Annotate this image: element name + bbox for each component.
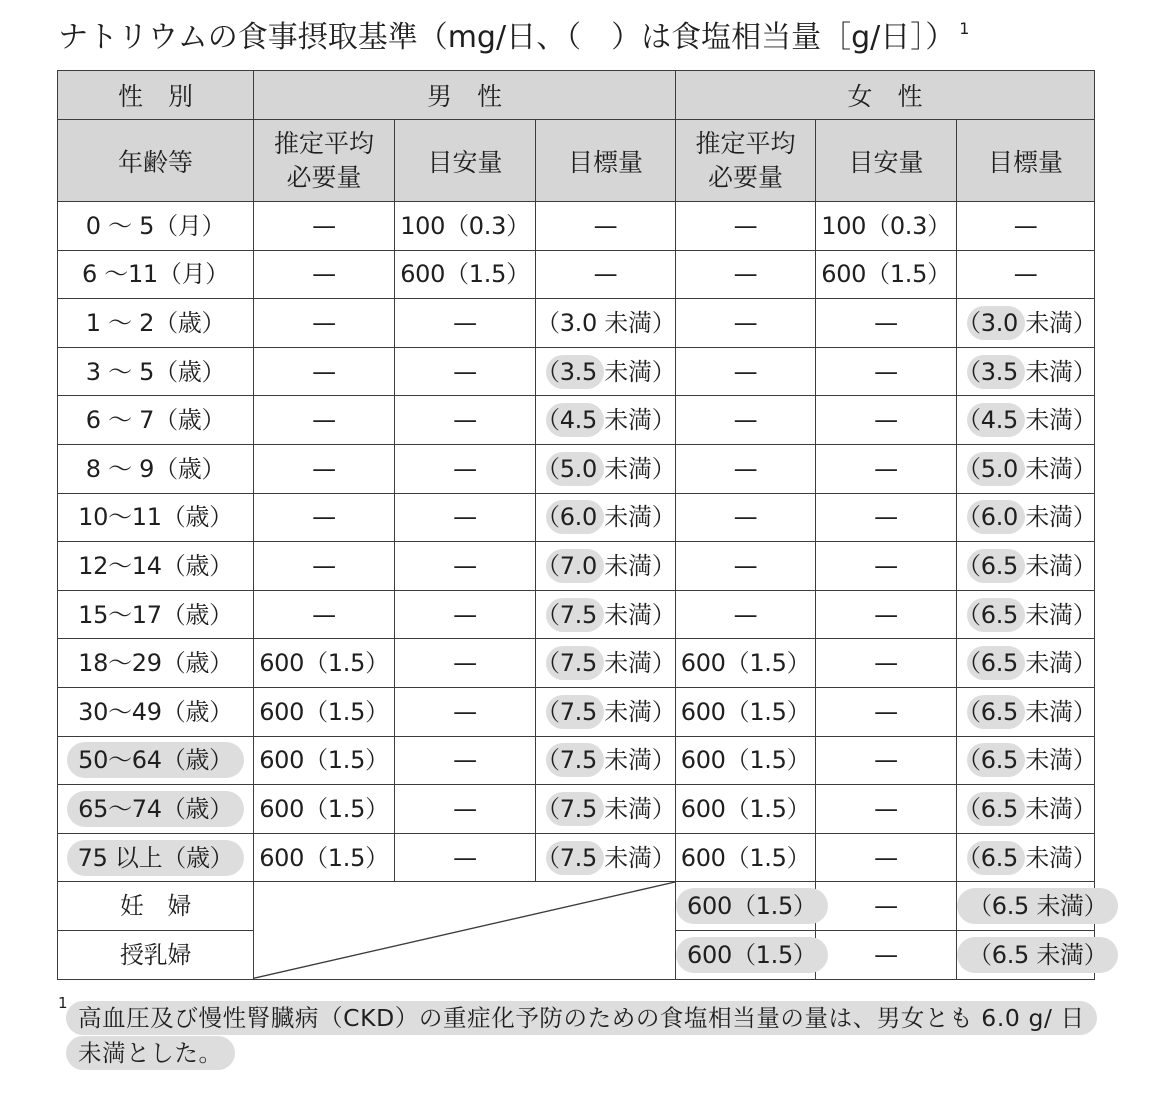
- table-row: [58, 299, 1095, 348]
- male-adequate-intake-value: —: [453, 649, 477, 678]
- group-cell: [58, 930, 254, 979]
- female-tentative-dietary-goal-cell: [957, 639, 1095, 688]
- female-estimated-average-requirement-value: —: [733, 211, 758, 240]
- maternal-row: [58, 882, 1095, 931]
- female-adequate-intake-value: —: [874, 649, 898, 678]
- male-adequate-intake-cell: [395, 833, 536, 882]
- age-group-cell: [58, 542, 254, 591]
- male-adequate-intake-value: —: [453, 746, 477, 775]
- male-adequate-intake-cell: [395, 590, 536, 639]
- male-estimated-average-requirement-label: 推定平均必要量: [273, 128, 374, 192]
- diagonal-strike: [254, 882, 675, 978]
- female-estimated-average-requirement-cell: [676, 444, 816, 493]
- female-estimated-average-requirement-value: —: [733, 308, 758, 337]
- male-adequate-intake-header: [395, 120, 536, 202]
- female-estimated-average-requirement-cell: [676, 785, 816, 834]
- female-tentative-dietary-goal-label: 目標量: [988, 147, 1064, 177]
- female-tentative-dietary-goal-value: （3.5 未満）: [957, 355, 1096, 389]
- female-estimated-average-requirement-cell: [676, 639, 816, 688]
- male-tentative-dietary-goal-value: （3.0 未満）: [536, 308, 676, 337]
- male-estimated-average-requirement-cell: [254, 785, 395, 834]
- male-adequate-intake-value: 100（0.3）: [400, 211, 530, 240]
- female-adequate-intake-value: —: [874, 843, 898, 872]
- female-adequate-intake-header: [816, 120, 957, 202]
- female-estimated-average-requirement-label: 推定平均必要量: [695, 128, 796, 192]
- female-adequate-intake-value: —: [874, 794, 898, 823]
- male-header-label: 男 性: [427, 82, 503, 111]
- female-tentative-dietary-goal-cell: [957, 930, 1108, 979]
- female-adequate-intake-cell: [816, 542, 957, 591]
- table-row: [58, 590, 1095, 639]
- female-estimated-average-requirement-cell: [676, 687, 816, 736]
- age-group-value: 0 ～ 5（月）: [85, 211, 226, 240]
- male-tentative-dietary-goal-label: 目標量: [568, 147, 644, 177]
- male-estimated-average-requirement-cell: [254, 542, 395, 591]
- male-estimated-average-requirement-value: —: [312, 211, 336, 240]
- female-estimated-average-requirement-value: —: [733, 600, 758, 629]
- female-tentative-dietary-goal-value: （6.5 未満）: [957, 841, 1096, 875]
- male-estimated-average-requirement-cell: [254, 250, 395, 299]
- female-adequate-intake-value: —: [874, 892, 898, 921]
- female-estimated-average-requirement-value: —: [733, 357, 758, 386]
- female-tentative-dietary-goal-value: （6.5 未満）: [957, 743, 1096, 777]
- female-estimated-average-requirement-cell: [676, 493, 816, 542]
- male-adequate-intake-cell: [395, 444, 536, 493]
- age-header-label: 年齢等: [117, 147, 193, 177]
- female-adequate-intake-value: —: [874, 940, 898, 969]
- male-estimated-average-requirement-cell: [254, 299, 395, 348]
- female-tentative-dietary-goal-value: （6.5 未満）: [957, 695, 1096, 729]
- male-estimated-average-requirement-cell: [254, 833, 395, 882]
- male-adequate-intake-value: 600（1.5）: [400, 260, 530, 289]
- female-adequate-intake-label: 目安量: [848, 147, 924, 177]
- male-tentative-dietary-goal-cell: [536, 299, 676, 348]
- female-adequate-intake-cell: [816, 299, 957, 348]
- male-adequate-intake-value: —: [453, 551, 477, 580]
- male-estimated-average-requirement-cell: [254, 202, 395, 251]
- female-estimated-average-requirement-cell: [676, 590, 816, 639]
- male-estimated-average-requirement-value: 600（1.5）: [259, 794, 389, 823]
- female-adequate-intake-value: —: [874, 406, 898, 435]
- female-adequate-intake-cell: [816, 493, 957, 542]
- age-group-cell: [58, 639, 254, 688]
- male-adequate-intake-cell: [395, 542, 536, 591]
- female-estimated-average-requirement-value: 600（1.5）: [680, 697, 811, 726]
- male-tentative-dietary-goal-cell: [536, 444, 676, 493]
- age-group-cell: [58, 347, 254, 396]
- female-tentative-dietary-goal-value: （6.5 未満）: [957, 792, 1096, 826]
- male-adequate-intake-value: —: [453, 357, 477, 386]
- table-row: [58, 542, 1095, 591]
- female-tentative-dietary-goal-value: （6.5 未満）: [957, 888, 1118, 924]
- female-estimated-average-requirement-cell: [676, 882, 816, 931]
- age-group-value: 75 以上（歳）: [67, 840, 245, 876]
- male-tentative-dietary-goal-cell: [536, 736, 676, 785]
- table-row: [58, 639, 1095, 688]
- age-header-cell: [58, 120, 254, 202]
- age-group-value: 10～11（歳）: [78, 503, 233, 532]
- male-tentative-dietary-goal-cell: [536, 202, 676, 251]
- female-tentative-dietary-goal-value: （6.0 未満）: [957, 500, 1096, 534]
- female-estimated-average-requirement-cell: [676, 250, 816, 299]
- header-row-sex: [58, 71, 1095, 120]
- age-group-cell: [58, 493, 254, 542]
- age-group-cell: [58, 444, 254, 493]
- male-estimated-average-requirement-value: —: [312, 454, 336, 483]
- footnote-text-line-2: 未満とした。: [66, 1036, 235, 1070]
- male-adequate-intake-value: —: [453, 503, 477, 532]
- female-tentative-dietary-goal-value: （6.5 未満）: [957, 937, 1118, 973]
- male-adequate-intake-cell: [395, 639, 536, 688]
- female-estimated-average-requirement-cell: [676, 833, 816, 882]
- male-tentative-dietary-goal-value: （7.5 未満）: [536, 792, 675, 826]
- maternal-rows: [58, 882, 1108, 979]
- not-applicable-diagonal-cell: [254, 882, 676, 979]
- female-tentative-dietary-goal-cell: [957, 347, 1095, 396]
- male-estimated-average-requirement-value: —: [312, 406, 336, 435]
- age-group-value: 65～74（歳）: [67, 791, 244, 827]
- female-estimated-average-requirement-cell: [676, 930, 816, 979]
- male-adequate-intake-value: —: [453, 454, 477, 483]
- age-group-value: 1 ～ 2（歳）: [85, 308, 226, 337]
- female-estimated-average-requirement-cell: [676, 299, 816, 348]
- female-adequate-intake-cell: [816, 396, 957, 445]
- female-estimated-average-requirement-value: —: [733, 454, 758, 483]
- age-group-cell: [58, 687, 254, 736]
- age-group-value: 30～49（歳）: [78, 697, 233, 726]
- age-group-cell: [58, 785, 254, 834]
- female-tentative-dietary-goal-value: （5.0 未満）: [957, 452, 1096, 486]
- male-tentative-dietary-goal-cell: [536, 396, 676, 445]
- male-tentative-dietary-goal-cell: [536, 833, 676, 882]
- male-tentative-dietary-goal-value: （7.5 未満）: [536, 598, 675, 632]
- female-tentative-dietary-goal-cell: [957, 250, 1095, 299]
- table-row: [58, 687, 1095, 736]
- table-row: [58, 202, 1095, 251]
- table-row: [58, 785, 1095, 834]
- male-estimated-average-requirement-cell: [254, 347, 395, 396]
- female-estimated-average-requirement-value: 600（1.5）: [680, 746, 811, 775]
- male-estimated-average-requirement-cell: [254, 639, 395, 688]
- age-group-cell: [58, 250, 254, 299]
- female-adequate-intake-cell: [816, 736, 957, 785]
- female-tentative-dietary-goal-value: （3.0 未満）: [957, 306, 1096, 340]
- male-estimated-average-requirement-value: 600（1.5）: [259, 649, 389, 678]
- male-adequate-intake-cell: [395, 202, 536, 251]
- age-group-value: 6 ～11（月）: [81, 260, 230, 289]
- male-estimated-average-requirement-header: [254, 120, 395, 202]
- male-estimated-average-requirement-value: 600（1.5）: [259, 843, 389, 872]
- female-tentative-dietary-goal-cell: [957, 882, 1108, 931]
- female-adequate-intake-cell: [816, 785, 957, 834]
- female-adequate-intake-cell: [816, 347, 957, 396]
- age-group-value: 8 ～ 9（歳）: [85, 454, 226, 483]
- female-header-cell: [676, 71, 1095, 120]
- male-tentative-dietary-goal-value: （5.0 未満）: [536, 452, 675, 486]
- female-adequate-intake-value: —: [874, 697, 898, 726]
- female-tentative-dietary-goal-cell: [957, 444, 1095, 493]
- female-tentative-dietary-goal-cell: [957, 687, 1095, 736]
- diagonal-line: [254, 882, 675, 978]
- table-title-text: ナトリウムの食事摂取基準（mg/日、（ ）は食塩相当量［g/日］）: [58, 20, 956, 55]
- male-adequate-intake-cell: [395, 250, 536, 299]
- female-adequate-intake-value: —: [874, 600, 898, 629]
- table-row: [58, 444, 1095, 493]
- female-estimated-average-requirement-cell: [676, 347, 816, 396]
- age-group-rows: [58, 202, 1095, 882]
- female-adequate-intake-value: —: [874, 551, 898, 580]
- male-estimated-average-requirement-value: 600（1.5）: [259, 746, 389, 775]
- male-tentative-dietary-goal-cell: [536, 590, 676, 639]
- male-tentative-dietary-goal-value: （6.0 未満）: [536, 500, 675, 534]
- age-group-cell: [58, 299, 254, 348]
- female-tentative-dietary-goal-cell: [957, 299, 1095, 348]
- female-estimated-average-requirement-value: 600（1.5）: [676, 937, 828, 973]
- female-adequate-intake-cell: [816, 687, 957, 736]
- male-tentative-dietary-goal-value: （7.5 未満）: [536, 841, 675, 875]
- male-tentative-dietary-goal-cell: [536, 347, 676, 396]
- male-adequate-intake-value: —: [453, 600, 477, 629]
- age-group-value: 50～64（歳）: [67, 742, 244, 778]
- age-group-cell: [58, 833, 254, 882]
- table-row: [58, 833, 1095, 882]
- male-tentative-dietary-goal-value: （7.5 未満）: [536, 743, 675, 777]
- male-tentative-dietary-goal-value: （7.5 未満）: [536, 646, 675, 680]
- female-tentative-dietary-goal-value: （6.5 未満）: [957, 598, 1096, 632]
- female-tentative-dietary-goal-cell: [957, 833, 1095, 882]
- female-estimated-average-requirement-cell: [676, 396, 816, 445]
- male-adequate-intake-cell: [395, 785, 536, 834]
- female-adequate-intake-value: 600（1.5）: [821, 260, 951, 289]
- male-tentative-dietary-goal-value: （4.5 未満）: [536, 403, 675, 437]
- male-estimated-average-requirement-cell: [254, 493, 395, 542]
- female-tentative-dietary-goal-cell: [957, 736, 1095, 785]
- male-adequate-intake-label: 目安量: [427, 147, 503, 177]
- female-estimated-average-requirement-cell: [676, 736, 816, 785]
- female-header-label: 女 性: [847, 82, 923, 111]
- male-tentative-dietary-goal-cell: [536, 542, 676, 591]
- table-row: [58, 396, 1095, 445]
- female-adequate-intake-cell: [816, 930, 957, 979]
- age-group-cell: [58, 396, 254, 445]
- female-estimated-average-requirement-value: 600（1.5）: [680, 794, 811, 823]
- female-tentative-dietary-goal-cell: [957, 493, 1095, 542]
- male-adequate-intake-cell: [395, 347, 536, 396]
- table-row: [58, 347, 1095, 396]
- male-adequate-intake-cell: [395, 687, 536, 736]
- female-estimated-average-requirement-header: [676, 120, 816, 202]
- male-tentative-dietary-goal-cell: [536, 250, 676, 299]
- group-value: 妊 婦: [119, 892, 192, 921]
- male-estimated-average-requirement-value: —: [312, 357, 336, 386]
- female-adequate-intake-cell: [816, 590, 957, 639]
- female-adequate-intake-cell: [816, 250, 957, 299]
- male-tentative-dietary-goal-value: （7.0 未満）: [536, 549, 675, 583]
- table-row: [58, 250, 1095, 299]
- age-group-cell: [58, 202, 254, 251]
- female-tentative-dietary-goal-cell: [957, 590, 1095, 639]
- female-tentative-dietary-goal-cell: [957, 542, 1095, 591]
- male-estimated-average-requirement-value: —: [312, 551, 336, 580]
- age-group-value: 3 ～ 5（歳）: [85, 357, 226, 386]
- female-tentative-dietary-goal-value: （6.5 未満）: [957, 549, 1096, 583]
- male-estimated-average-requirement-cell: [254, 396, 395, 445]
- table-row: [58, 493, 1095, 542]
- age-group-value: 6 ～ 7（歳）: [85, 406, 226, 435]
- female-adequate-intake-value: —: [874, 357, 898, 386]
- male-estimated-average-requirement-value: —: [312, 308, 336, 337]
- header-row-columns: [58, 120, 1095, 202]
- female-estimated-average-requirement-value: —: [733, 406, 758, 435]
- female-tentative-dietary-goal-value: —: [1013, 260, 1038, 289]
- table-header: [58, 71, 1095, 202]
- female-estimated-average-requirement-value: 600（1.5）: [676, 888, 828, 924]
- male-tentative-dietary-goal-value: —: [593, 211, 618, 240]
- male-estimated-average-requirement-value: —: [312, 503, 336, 532]
- male-estimated-average-requirement-value: 600（1.5）: [259, 697, 389, 726]
- table-title: [58, 16, 969, 64]
- male-estimated-average-requirement-value: —: [312, 260, 336, 289]
- female-tentative-dietary-goal-value: （4.5 未満）: [957, 403, 1096, 437]
- male-tentative-dietary-goal-value: —: [593, 260, 618, 289]
- male-adequate-intake-cell: [395, 299, 536, 348]
- female-estimated-average-requirement-cell: [676, 542, 816, 591]
- female-adequate-intake-cell: [816, 882, 957, 931]
- male-tentative-dietary-goal-cell: [536, 785, 676, 834]
- table-row: [58, 736, 1095, 785]
- female-estimated-average-requirement-value: —: [733, 503, 758, 532]
- female-estimated-average-requirement-value: —: [733, 551, 758, 580]
- male-estimated-average-requirement-cell: [254, 687, 395, 736]
- female-tentative-dietary-goal-value: （6.5 未満）: [957, 646, 1096, 680]
- age-group-cell: [58, 590, 254, 639]
- female-estimated-average-requirement-value: —: [733, 260, 758, 289]
- male-adequate-intake-cell: [395, 736, 536, 785]
- male-adequate-intake-value: —: [453, 697, 477, 726]
- footnote-marker: 1: [58, 994, 68, 1012]
- female-adequate-intake-value: —: [874, 308, 898, 337]
- age-group-value: 18～29（歳）: [78, 649, 233, 678]
- male-header-cell: [254, 71, 676, 120]
- age-group-value: 12～14（歳）: [78, 551, 233, 580]
- female-adequate-intake-value: —: [874, 746, 898, 775]
- male-estimated-average-requirement-cell: [254, 590, 395, 639]
- male-adequate-intake-value: —: [453, 794, 477, 823]
- sex-header-label: 性 別: [117, 82, 193, 111]
- sex-header-cell: [58, 71, 254, 120]
- female-tentative-dietary-goal-cell: [957, 202, 1095, 251]
- female-tentative-dietary-goal-cell: [957, 785, 1095, 834]
- male-adequate-intake-cell: [395, 493, 536, 542]
- male-tentative-dietary-goal-cell: [536, 493, 676, 542]
- female-estimated-average-requirement-cell: [676, 202, 816, 251]
- group-value: 授乳婦: [119, 940, 192, 969]
- age-group-cell: [58, 736, 254, 785]
- footnote-text-line-1: 高血圧及び慢性腎臓病（CKD）の重症化予防のための食塩相当量の量は、男女とも 6.0 g/ 日: [66, 1001, 1097, 1035]
- group-cell: [58, 882, 254, 931]
- male-adequate-intake-cell: [395, 396, 536, 445]
- male-tentative-dietary-goal-cell: [536, 687, 676, 736]
- age-group-value: 15～17（歳）: [78, 600, 233, 629]
- male-tentative-dietary-goal-header: [536, 120, 676, 202]
- title-footnote-marker: 1: [959, 19, 970, 38]
- male-adequate-intake-value: —: [453, 406, 477, 435]
- sodium-intake-table: [57, 70, 1108, 980]
- female-tentative-dietary-goal-value: —: [1013, 211, 1038, 240]
- female-adequate-intake-value: —: [874, 503, 898, 532]
- female-adequate-intake-cell: [816, 444, 957, 493]
- male-estimated-average-requirement-cell: [254, 736, 395, 785]
- female-tentative-dietary-goal-header: [957, 120, 1095, 202]
- female-adequate-intake-cell: [816, 202, 957, 251]
- male-adequate-intake-value: —: [453, 843, 477, 872]
- female-estimated-average-requirement-value: 600（1.5）: [680, 649, 811, 678]
- male-tentative-dietary-goal-value: （7.5 未満）: [536, 695, 675, 729]
- male-estimated-average-requirement-cell: [254, 444, 395, 493]
- female-adequate-intake-value: —: [874, 454, 898, 483]
- female-adequate-intake-cell: [816, 639, 957, 688]
- female-tentative-dietary-goal-cell: [957, 396, 1095, 445]
- male-estimated-average-requirement-value: —: [312, 600, 336, 629]
- male-tentative-dietary-goal-cell: [536, 639, 676, 688]
- male-tentative-dietary-goal-value: （3.5 未満）: [536, 355, 675, 389]
- female-adequate-intake-value: 100（0.3）: [821, 211, 951, 240]
- female-estimated-average-requirement-value: 600（1.5）: [680, 843, 811, 872]
- male-adequate-intake-value: —: [453, 308, 477, 337]
- female-adequate-intake-cell: [816, 833, 957, 882]
